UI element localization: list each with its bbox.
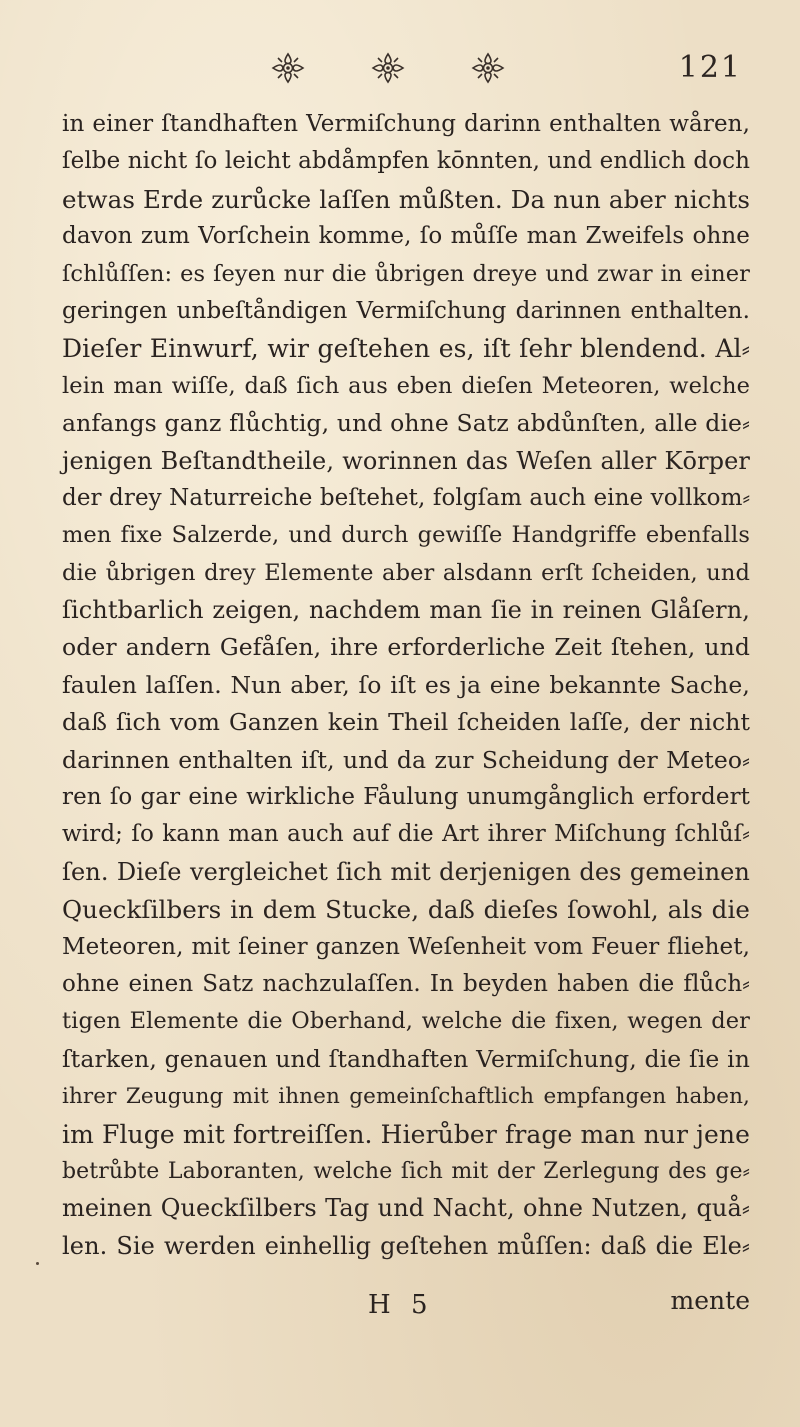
text-line: davon zum Vorſchein komme, ſo můſſe man Zweifels ohne — [62, 223, 750, 250]
page-header — [0, 40, 800, 96]
text-line: anfangs ganz flůchtig, und ohne Satz abdůnſten, alle die⸗ — [62, 409, 750, 438]
signature-mark: H 5 — [368, 1290, 434, 1320]
text-line: ſelbe nicht ſo leicht abdåmpfen kōnnten, und endlich doch — [62, 148, 750, 175]
paper-speck — [36, 1262, 39, 1265]
text-line: meinen Queckſilbers Tag und Nacht, ohne Nutzen, quå⸗ — [62, 1194, 750, 1223]
text-line: etwas Erde zurůcke laſſen můßten. Da nun aber nichts — [62, 184, 750, 214]
text-line: im Fluge mit fortreiſſen. Hierůber frage man nur jene — [62, 1119, 750, 1149]
page-footer — [62, 1286, 750, 1330]
text-line: Queckſilbers in dem Stucke, daß dieſes ſowohl, als die — [62, 895, 750, 925]
body-text — [62, 106, 750, 1265]
catchword: mente — [670, 1286, 750, 1315]
text-line: men fixe Salzerde, und durch gewiſſe Handgriffe ebenfalls — [62, 522, 750, 549]
header-ornaments — [268, 48, 508, 88]
text-line: geringen unbeſtåndigen Vermiſchung darinnen enthalten. — [62, 297, 750, 324]
text-line: Dieſer Einwurf, wir geſtehen es, iſt ſehr blendend. Al⸗ — [62, 334, 750, 364]
floral-ornament-icon — [368, 51, 408, 85]
text-line: daß ſich vom Ganzen kein Theil ſcheiden laſſe, der nicht — [62, 708, 750, 737]
text-line: ſichtbarlich zeigen, nachdem man ſie in reinen Glåſern, — [62, 596, 750, 625]
text-line: faulen laſſen. Nun aber, ſo iſt es ja eine bekannte Sache, — [62, 670, 750, 699]
text-line: lein man wiſſe, daß ſich aus eben dieſen Meteoren, welche — [62, 372, 750, 399]
text-line: ohne einen Satz nachzulaſſen. In beyden haben die flůch⸗ — [62, 970, 750, 997]
page-number: 121 — [678, 50, 742, 85]
text-line: len. Sie werden einhellig geſtehen můſſen: daß die Ele⸗ — [62, 1231, 750, 1260]
text-line: darinnen enthalten iſt, und da zur Scheidung der Meteo⸗ — [62, 745, 750, 774]
text-line: tigen Elemente die Oberhand, welche die fixen, wegen der — [62, 1008, 750, 1035]
text-line: jenigen Beſtandtheile, worinnen das Weſen aller Kōrper — [62, 446, 750, 475]
text-line: der drey Naturreiche beſtehet, folgſam auch eine vollkom⸗ — [62, 484, 751, 511]
floral-ornament-icon — [468, 51, 508, 85]
text-line: Meteoren, mit ſeiner ganzen Weſenheit vom Feuer fliehet, — [62, 933, 750, 960]
text-line: ihrer Zeugung mit ihnen gemeinſchaftlich empfangen haben, — [62, 1084, 750, 1110]
text-line: ſtarken, genauen und ſtandhaften Vermiſchung, die ſie in — [62, 1044, 750, 1073]
text-line: ren ſo gar eine wirkliche Fåulung unumgånglich erfordert — [62, 784, 750, 811]
text-line: ſen. Dieſe vergleichet ſich mit derjenigen des gemeinen — [62, 857, 750, 886]
text-line: oder andern Gefåſen, ihre erforderliche Zeit ſtehen, und — [62, 633, 750, 662]
text-line: die ůbrigen drey Elemente aber alsdann erſt ſcheiden, und — [62, 559, 750, 586]
text-line: ſchlůſſen: es ſeyen nur die ůbrigen dreye und zwar in einer — [62, 260, 750, 287]
floral-ornament-icon — [268, 51, 308, 85]
text-line: in einer ſtandhaften Vermiſchung darinn enthalten wåren, — [62, 111, 750, 137]
text-line: wird; ſo kann man auch auf die Art ihrer Miſchung ſchlůſ⸗ — [62, 821, 750, 848]
text-line: betrůbte Laboranten, welche ſich mit der Zerlegung des ge⸗ — [62, 1158, 750, 1184]
